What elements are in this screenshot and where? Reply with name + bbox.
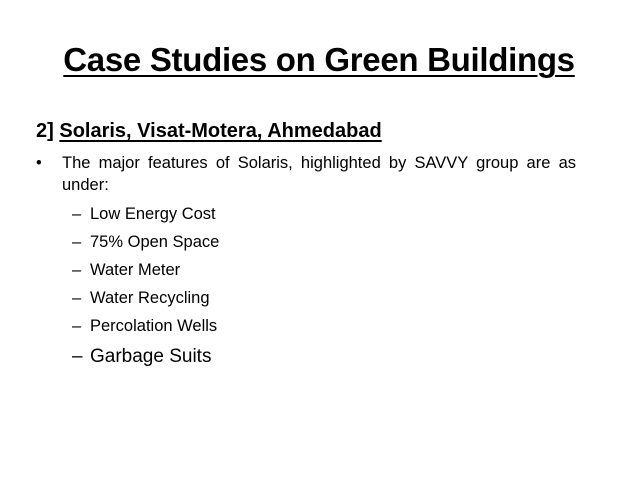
- case-study-heading: [36, 118, 382, 144]
- bullet-marker: •: [36, 154, 42, 172]
- dash-marker: –: [72, 346, 83, 367]
- case-study-location: Solaris, Visat-Motera, Ahmedabad: [59, 120, 382, 142]
- dash-marker: –: [72, 233, 82, 251]
- feature-label: Percolation Wells: [90, 317, 218, 335]
- case-study-number: 2]: [36, 120, 54, 142]
- intro-bullet: [36, 152, 576, 196]
- dash-marker: –: [72, 205, 82, 223]
- feature-label: 75% Open Space: [90, 233, 220, 251]
- intro-bullet-text: The major features of Solaris, highlighted by SAVVY group are as under:: [62, 154, 576, 194]
- dash-marker: –: [72, 289, 82, 307]
- slide-title: Case Studies on Green Buildings: [63, 41, 575, 78]
- feature-label: Water Meter: [90, 261, 181, 279]
- feature-label: Low Energy Cost: [90, 205, 216, 223]
- dash-marker: –: [72, 317, 82, 335]
- dash-marker: –: [72, 261, 82, 279]
- feature-label: Garbage Suits: [90, 346, 212, 367]
- feature-label: Water Recycling: [90, 289, 210, 307]
